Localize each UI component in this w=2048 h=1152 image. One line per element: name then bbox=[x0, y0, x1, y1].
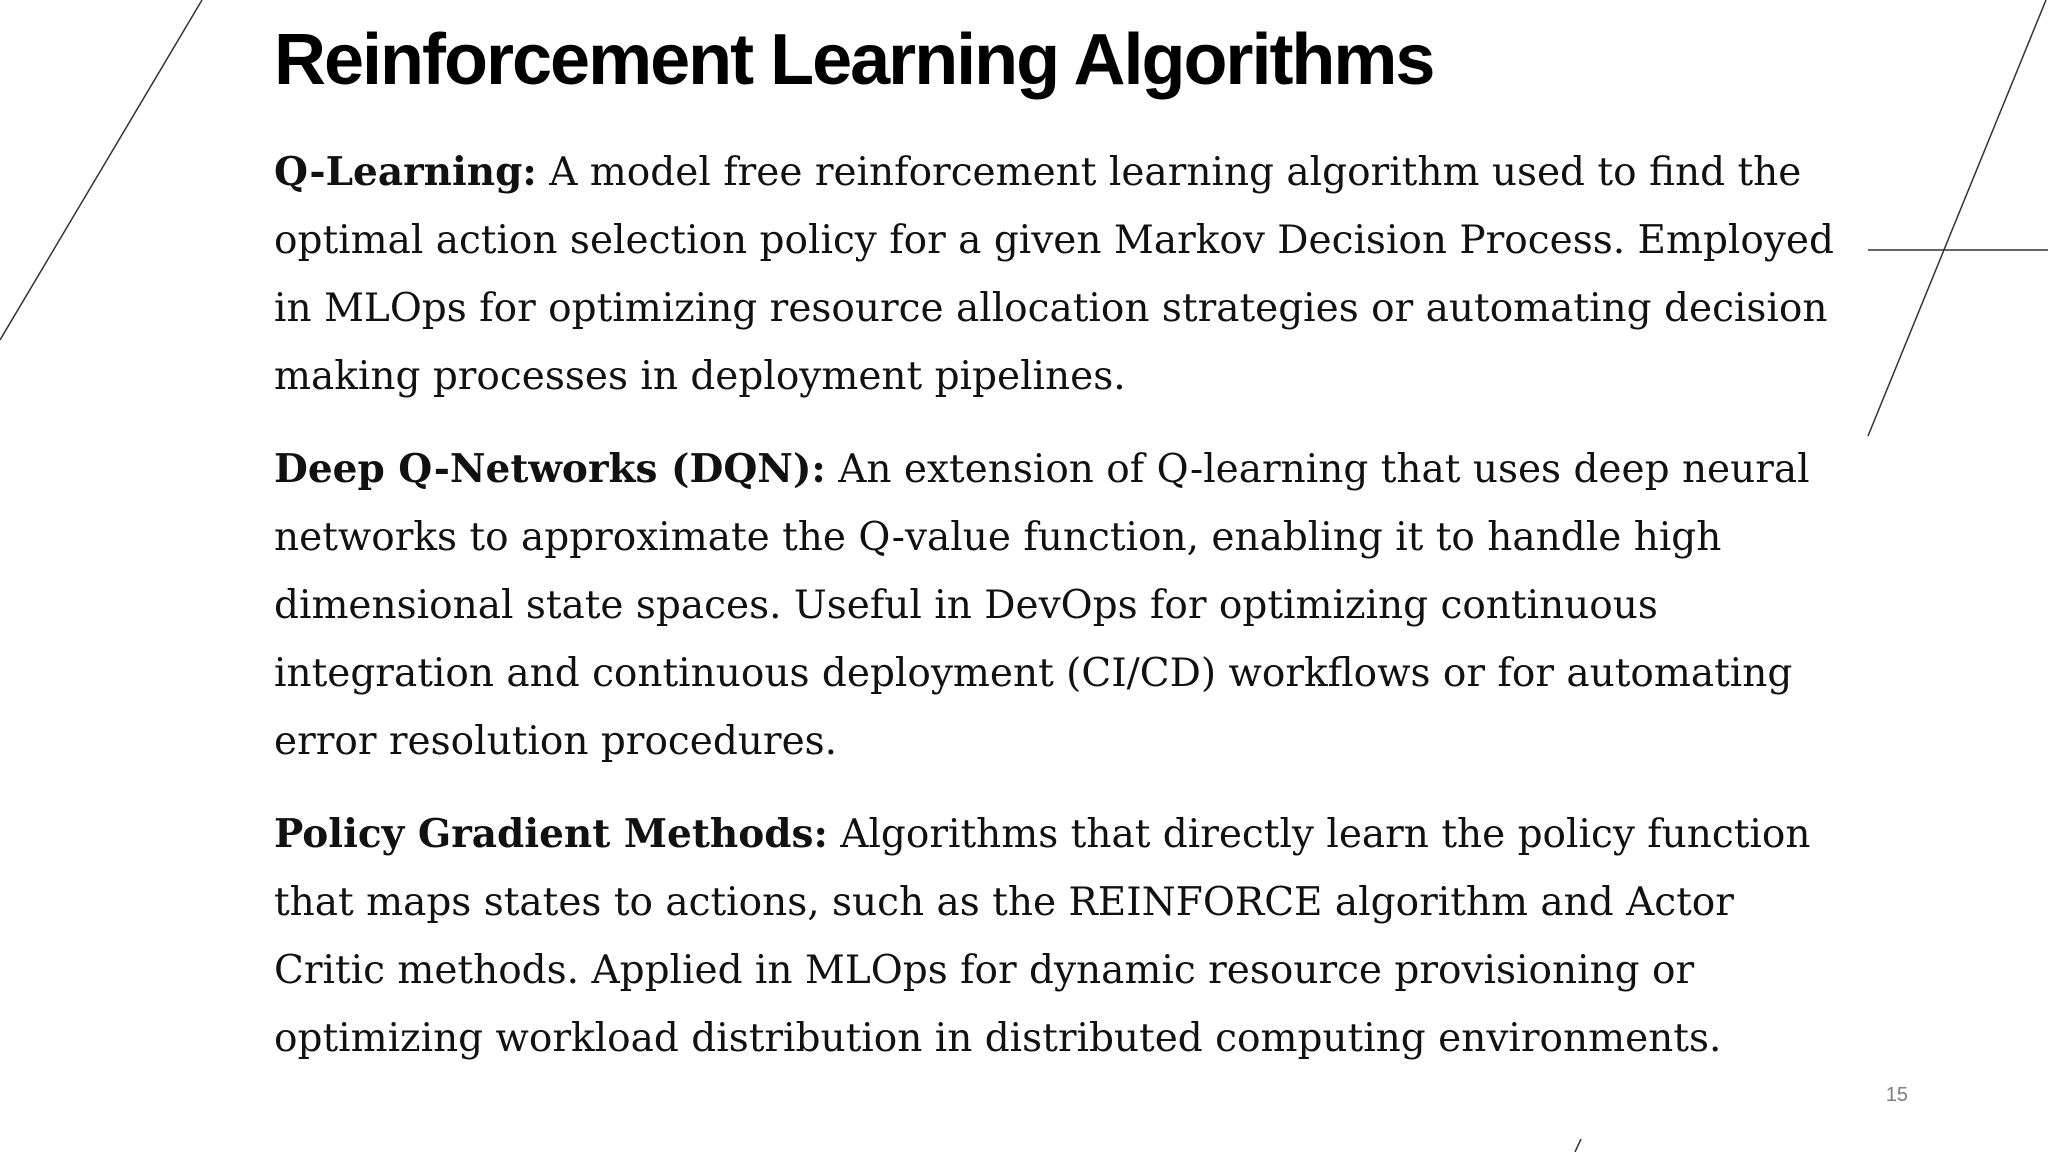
slide-title: Reinforcement Learning Algorithms bbox=[274, 20, 1434, 100]
paragraph-q-learning bbox=[274, 138, 1834, 411]
term-policy-gradient: Policy Gradient Methods: bbox=[274, 811, 828, 857]
description-q-learning: A model free reinforcement learning algorithm used to find the optimal action selection policy for a given Markov Decision Process. Employed in MLOps for optimizing resource allocation strategies or automating decision making processes in deployment pipelines. bbox=[274, 150, 1834, 399]
description-policy-gradient: Algorithms that directly learn the policy function that maps states to actions, such as the REINFORCE algorithm and Actor Critic methods. Applied in MLOps for dynamic resource provisioning or optimizing workload distribution in distributed computing environments. bbox=[274, 812, 1811, 1061]
paragraph-dqn bbox=[274, 435, 1834, 776]
left-diagonal-line bbox=[0, 0, 202, 340]
description-dqn: An extension of Q-learning that uses deep neural networks to approximate the Q-value function, enabling it to handle high dimensional state spaces. Useful in DevOps for optimizing continuous integration and continuous deployment (CI/CD) workflows or for automating error resolution procedures. bbox=[274, 447, 1810, 764]
term-dqn: Deep Q-Networks (DQN): bbox=[274, 446, 826, 492]
term-q-learning: Q-Learning: bbox=[274, 149, 537, 195]
right-diagonal-line bbox=[1868, 0, 2046, 436]
slide-body bbox=[274, 138, 1834, 1097]
paragraph-policy-gradient bbox=[274, 800, 1834, 1073]
page-number: 15 bbox=[1885, 1084, 1908, 1106]
bottom-short-line bbox=[1575, 1139, 1581, 1152]
